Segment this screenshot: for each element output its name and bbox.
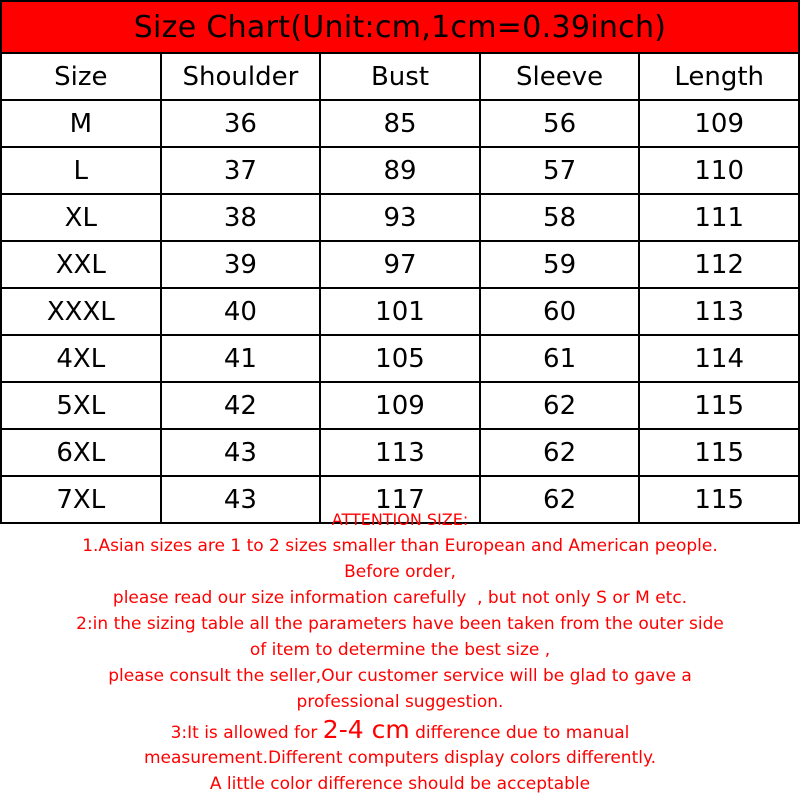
cell-sleeve: 60 — [480, 288, 640, 335]
cell-bust: 113 — [320, 429, 480, 476]
cell-size: 7XL — [1, 476, 161, 523]
cell-sleeve: 61 — [480, 335, 640, 382]
header-sleeve: Sleeve — [480, 53, 640, 100]
attention-notes — [0, 507, 800, 797]
note-1-line-2: Before order, — [344, 562, 456, 582]
note-2-line-4: professional suggestion. — [296, 692, 504, 712]
note-3-line-1 — [0, 715, 800, 745]
cell-length: 115 — [639, 429, 799, 476]
cell-length: 112 — [639, 241, 799, 288]
table-row — [1, 241, 799, 288]
cell-sleeve: 58 — [480, 194, 640, 241]
note-3-highlight: 2-4 cm — [322, 715, 410, 744]
cell-bust: 97 — [320, 241, 480, 288]
cell-shoulder: 36 — [161, 100, 321, 147]
cell-bust: 89 — [320, 147, 480, 194]
cell-sleeve: 56 — [480, 100, 640, 147]
note-1-line-3: please read our size information carefully , but not only S or M etc. — [112, 588, 688, 608]
header-size: Size — [1, 53, 161, 100]
cell-shoulder: 43 — [161, 429, 321, 476]
page-title: Size Chart(Unit:cm,1cm=0.39inch) — [133, 9, 667, 45]
note-2-line-1: 2:in the sizing table all the parameters have been taken from the outer side — [76, 614, 724, 634]
cell-bust: 117 — [320, 476, 480, 523]
cell-shoulder: 37 — [161, 147, 321, 194]
cell-shoulder: 43 — [161, 476, 321, 523]
header-shoulder: Shoulder — [161, 53, 321, 100]
note-3-line-2: measurement.Different computers display colors differently. — [143, 748, 656, 768]
header-length: Length — [639, 53, 799, 100]
cell-sleeve: 59 — [480, 241, 640, 288]
cell-sleeve: 62 — [480, 429, 640, 476]
cell-length: 115 — [639, 476, 799, 523]
table-row — [1, 335, 799, 382]
cell-shoulder: 41 — [161, 335, 321, 382]
cell-bust: 85 — [320, 100, 480, 147]
cell-length: 115 — [639, 382, 799, 429]
table-row — [1, 382, 799, 429]
notes-heading: ATTENTION SIZE: — [331, 510, 469, 529]
cell-shoulder: 39 — [161, 241, 321, 288]
cell-shoulder: 40 — [161, 288, 321, 335]
table-row — [1, 194, 799, 241]
cell-sleeve: 57 — [480, 147, 640, 194]
cell-bust: 101 — [320, 288, 480, 335]
cell-size: M — [1, 100, 161, 147]
cell-bust: 105 — [320, 335, 480, 382]
cell-bust: 93 — [320, 194, 480, 241]
cell-size: 6XL — [1, 429, 161, 476]
cell-length: 113 — [639, 288, 799, 335]
cell-size: XL — [1, 194, 161, 241]
cell-size: XXL — [1, 241, 161, 288]
note-2-line-3: please consult the seller,Our customer service will be glad to gave a — [108, 666, 692, 686]
table-row — [1, 429, 799, 476]
note-3-suffix: difference due to manual — [409, 723, 630, 743]
table-row — [1, 100, 799, 147]
note-2-line-2: of item to determine the best size , — [249, 640, 551, 660]
table-row — [1, 288, 799, 335]
table-row — [1, 147, 799, 194]
size-table — [0, 52, 800, 524]
header-bust: Bust — [320, 53, 480, 100]
cell-size: XXXL — [1, 288, 161, 335]
cell-size: 5XL — [1, 382, 161, 429]
title-bar — [0, 0, 800, 52]
cell-shoulder: 38 — [161, 194, 321, 241]
note-3-line-3: A little color difference should be acceptable — [209, 774, 591, 794]
cell-size: 4XL — [1, 335, 161, 382]
table-header-row — [1, 53, 799, 100]
cell-length: 111 — [639, 194, 799, 241]
cell-bust: 109 — [320, 382, 480, 429]
cell-length: 114 — [639, 335, 799, 382]
cell-length: 109 — [639, 100, 799, 147]
cell-shoulder: 42 — [161, 382, 321, 429]
table-body — [1, 100, 799, 523]
cell-length: 110 — [639, 147, 799, 194]
cell-sleeve: 62 — [480, 476, 640, 523]
note-3-prefix: 3:It is allowed for — [170, 723, 323, 743]
note-1-line-1: 1.Asian sizes are 1 to 2 sizes smaller than European and American people. — [82, 536, 718, 556]
cell-size: L — [1, 147, 161, 194]
cell-sleeve: 62 — [480, 382, 640, 429]
